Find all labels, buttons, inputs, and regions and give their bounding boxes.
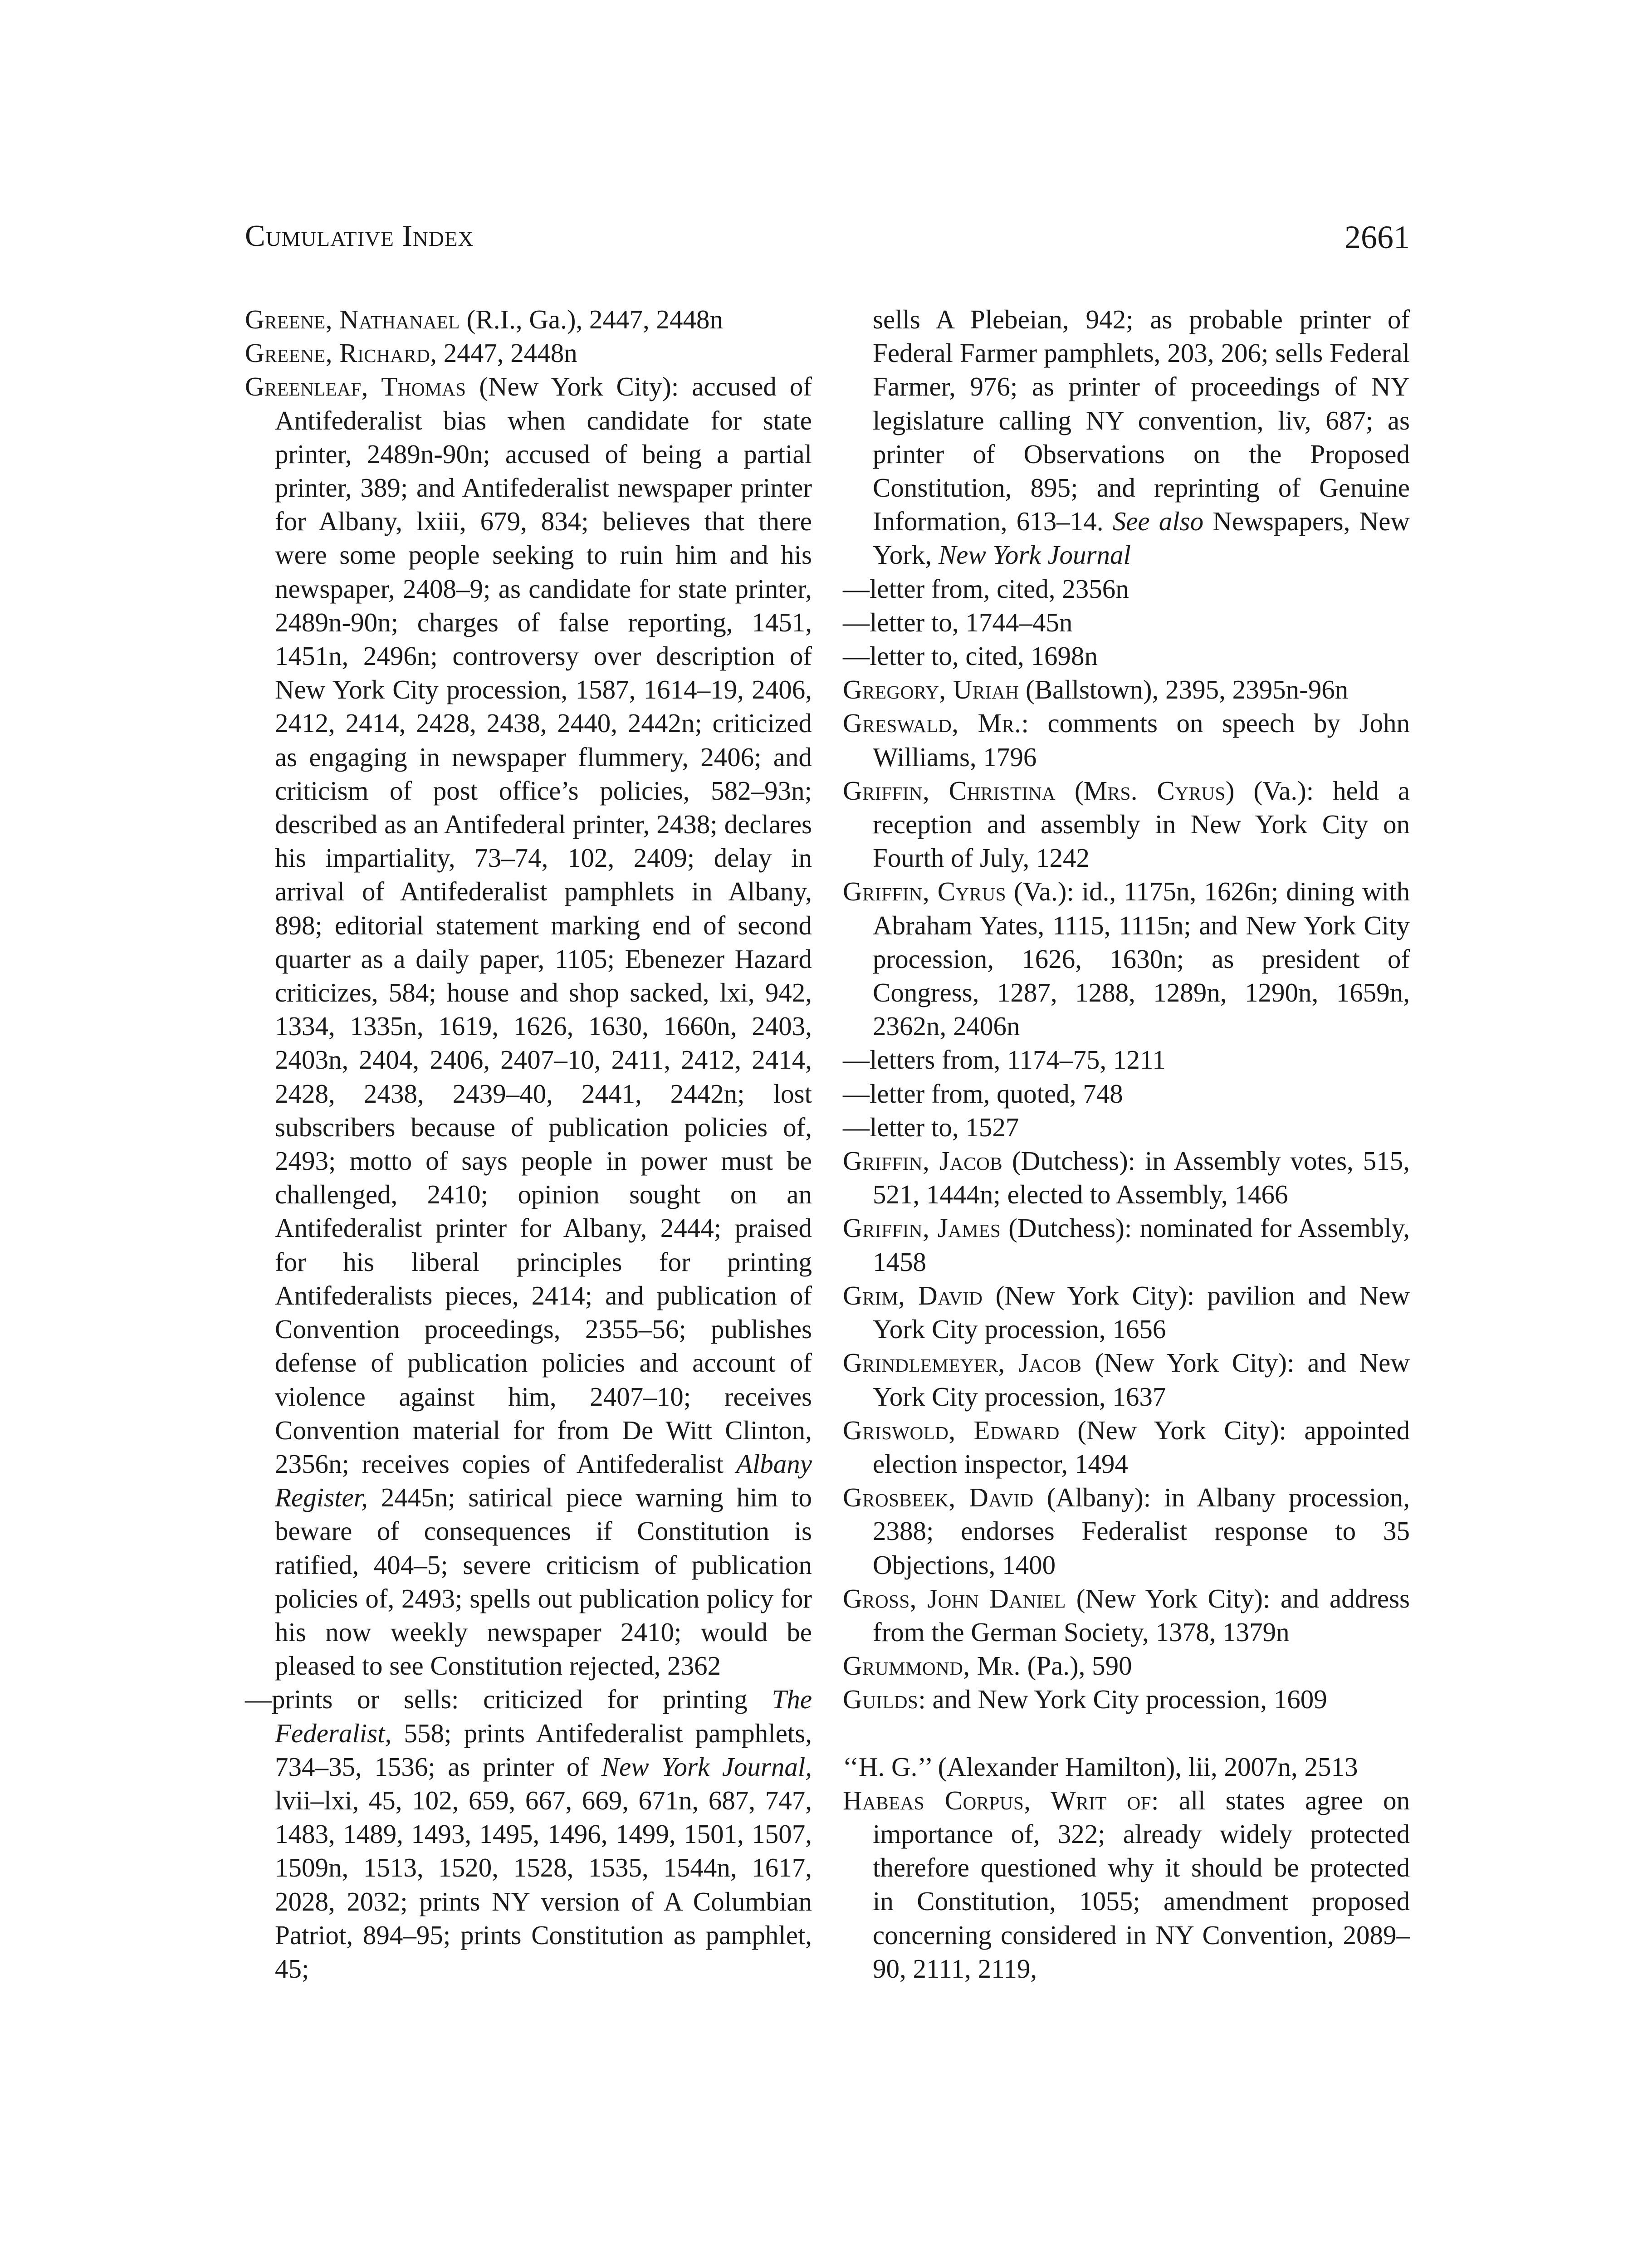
entry-heading: Griswold, Edward xyxy=(843,1415,1060,1445)
index-entry xyxy=(245,303,812,336)
entry-italic: The Federalist, xyxy=(275,1684,812,1748)
entry-text: (New York City): pavilion and New York City procession, 1656 xyxy=(873,1280,1410,1344)
entry-italic: Albany Register, xyxy=(275,1448,812,1513)
index-column-left xyxy=(245,303,812,1985)
index-entry xyxy=(843,1649,1410,1682)
entry-text: , 2447, 2448n xyxy=(430,338,577,368)
index-entry xyxy=(843,1211,1410,1278)
index-entry xyxy=(843,706,1410,773)
entry-text: —prints or sells: criticized for printing xyxy=(245,1684,772,1715)
entry-heading: Greenleaf, Thomas xyxy=(245,371,466,402)
index-entry xyxy=(843,774,1410,875)
entry-text: (R.I., Ga.), 2447, 2448n xyxy=(460,304,724,334)
index-entry xyxy=(245,336,812,370)
entry-text: (New York City): accused of Antifederalist bias when candidate for state printer, 2489n-90n; accused of being a partial printer, 389; and Antifederalist newspaper printer for Albany, lxiii, 679, 834; believes that there were some people seeking to ruin him and his newspaper, 2408–9; as candidate for state printer, 2489n-90n; charges of false reporting, 1451, 1451n, 2496n; controversy over description of New York City procession, 1587, 1614–19, 2406, 2412, 2414, 2428, 2438, 2440, 2442n; criticized as engaging in newspaper flummery, 2406; and criticism of post office’s policies, 582–93n; described as an Antifederal printer, 2438; declares his impartiality, 73–74, 102, 2409; delay in arrival of Antifederalist pamphlets in Albany, 898; editorial statement marking end of second quarter as a daily paper, 1105; Ebenezer Hazard criticizes, 584; house and shop sacked, lxi, 942, 1334, 1335n, 1619, 1626, 1630, 1660n, 2403, 2403n, 2404, 2406, 2407–10, 2411, 2412, 2414, 2428, 2438, 2439–40, 2441, 2442n; lost subscribers because of publication policies of, 2493; motto of says people in power must be challenged, 2410; opinion sought on an Antifederalist printer for Albany, 2444; praised for his liberal principles for printing Antifederalists pieces, 2414; and publication of Convention proceedings, 2355–56; publishes defense of publication policies and account of violence against him, 2407–10; receives Convention material for from De Witt Clinton, 2356n; receives copies of Antifederalist xyxy=(275,371,812,1479)
entry-text: (New York City): and New York City procession, 1637 xyxy=(873,1348,1410,1412)
entry-text: lvii–lxi, 45, 102, 659, 667, 669, 671n, 687, 747, 1483, 1489, 1493, 1495, 1496, 1499, 1501, 1507, 1509n, 1513, 1520, 1528, 1535, 1544n, 1617, 2028, 2032; prints NY version of A Columbian Patriot, 894–95; prints Constitution as pamphlet, 45; xyxy=(275,1785,812,1984)
running-head: Cumulative Index xyxy=(245,219,474,253)
entry-text: (Ballstown), 2395, 2395n-96n xyxy=(1019,675,1349,705)
entry-heading: Greswald, Mr. xyxy=(843,708,1022,738)
entry-heading: Greene, Nathanael xyxy=(245,304,460,334)
index-subentry: —letters from, 1174–75, 1211 xyxy=(843,1045,1166,1075)
entry-italic: See also xyxy=(1112,506,1204,537)
index-entry-continued xyxy=(843,303,1410,572)
entry-text: 2445n; satirical piece warning him to beware of consequences if Constitution is ratified, 404–5; severe criticism of publication policies of, 2493; spells out publication policy for his now weekly newspaper 2410; would be pleased to see Constitution rejected, 2362 xyxy=(275,1482,812,1681)
index-subentry: —letter from, quoted, 748 xyxy=(843,1078,1123,1109)
entry-text: : all states agree on importance of, 322; already widely protected therefore questioned why it should be protected in Constitution, 1055; amendment proposed concerning considered in NY Convention, 2089–90, 2111, 2119, xyxy=(873,1785,1410,1984)
index-entry xyxy=(843,875,1410,1043)
entry-heading: Grindlemeyer, Jacob xyxy=(843,1348,1082,1378)
index-entry: ‘‘H. G.’’ (Alexander Hamilton), lii, 2007n, 2513 xyxy=(843,1751,1358,1782)
entry-text: (Va.): id., 1175n, 1626n; dining with Abraham Yates, 1115, 1115n; and New York City procession, 1626, 1630n; as president of Congress, 1287, 1288, 1289n, 1290n, 1659n, 2362n, 2406n xyxy=(873,876,1410,1041)
page-number: 2661 xyxy=(1345,219,1410,255)
entry-heading: Greene, Richard xyxy=(245,338,430,368)
index-subentry: —letter from, cited, 2356n xyxy=(843,573,1129,604)
index-entry xyxy=(843,1346,1410,1413)
entry-heading: Griffin, Cyrus xyxy=(843,876,1006,907)
index-entry xyxy=(843,1481,1410,1582)
entry-text: ) (Va.): held a reception and assembly in New York City on Fourth of July, 1242 xyxy=(873,775,1410,873)
entry-text: sells A Plebeian, 942; as probable printer of Federal Farmer pamphlets, 203, 206; sells Federal Farmer, 976; as printer of proceedings of NY legislature calling NY convention, liv, 687; as printer of Observations on the Proposed Constitution, 895; and reprinting of Genuine Information, 613–14. xyxy=(873,304,1410,537)
index-entry xyxy=(245,370,812,1682)
entry-heading: Griffin, Christina xyxy=(843,775,1056,806)
entry-heading: Grim, David xyxy=(843,1280,983,1310)
index-entry xyxy=(843,1682,1410,1716)
entry-text: (Dutchess): in Assembly votes, 515, 521, 1444n; elected to Assembly, 1466 xyxy=(873,1146,1410,1210)
index-subentry: —letter to, cited, 1698n xyxy=(843,641,1098,671)
entry-heading: Gregory, Uriah xyxy=(843,675,1019,705)
entry-heading: Habeas Corpus, Writ of xyxy=(843,1785,1151,1815)
entry-text: (Dutchess): nominated for Assembly, 1458 xyxy=(873,1213,1410,1277)
index-subentry: —letter to, 1744–45n xyxy=(843,607,1073,637)
index-entry xyxy=(843,1279,1410,1346)
entry-italic: New York Journal, xyxy=(601,1751,812,1782)
entry-heading: Mrs. Cyrus xyxy=(1083,775,1226,806)
entry-heading: Grosbeek, David xyxy=(843,1482,1034,1513)
index-column-right xyxy=(843,303,1410,1985)
entry-heading: Guilds xyxy=(843,1684,919,1715)
entry-text: (Albany): in Albany procession, 2388; endorses Federalist response to 35 Objections, 1400 xyxy=(873,1482,1410,1580)
entry-text: ( xyxy=(1055,775,1084,806)
entry-text: : comments on speech by John Williams, 1796 xyxy=(873,708,1410,772)
entry-text: (New York City): appointed election inspector, 1494 xyxy=(873,1415,1410,1479)
index-subentry xyxy=(245,1682,812,1985)
index-subentry: —letter to, 1527 xyxy=(843,1112,1019,1142)
entry-text: (Pa.), 590 xyxy=(1020,1651,1132,1681)
entry-text: Newspapers, New York, xyxy=(873,506,1410,570)
entry-italic: New York Journal xyxy=(938,540,1131,570)
index-entry xyxy=(843,1784,1410,1985)
index-entry xyxy=(843,673,1410,706)
entry-heading: Gross, John Daniel xyxy=(843,1583,1066,1613)
entry-heading: Griffin, James xyxy=(843,1213,1001,1243)
page-header xyxy=(245,219,1410,264)
entry-heading: Grummond, Mr. xyxy=(843,1651,1021,1681)
entry-text: : and New York City procession, 1609 xyxy=(918,1684,1327,1715)
index-entry xyxy=(843,1582,1410,1649)
entry-text: 558; prints Antifederalist pamphlets, 734–35, 1536; as printer of xyxy=(275,1718,812,1782)
index-entry xyxy=(843,1144,1410,1211)
entry-text: (New York City): and address from the German Society, 1378, 1379n xyxy=(873,1583,1410,1647)
index-entry xyxy=(843,1413,1410,1481)
entry-heading: Griffin, Jacob xyxy=(843,1146,1003,1176)
